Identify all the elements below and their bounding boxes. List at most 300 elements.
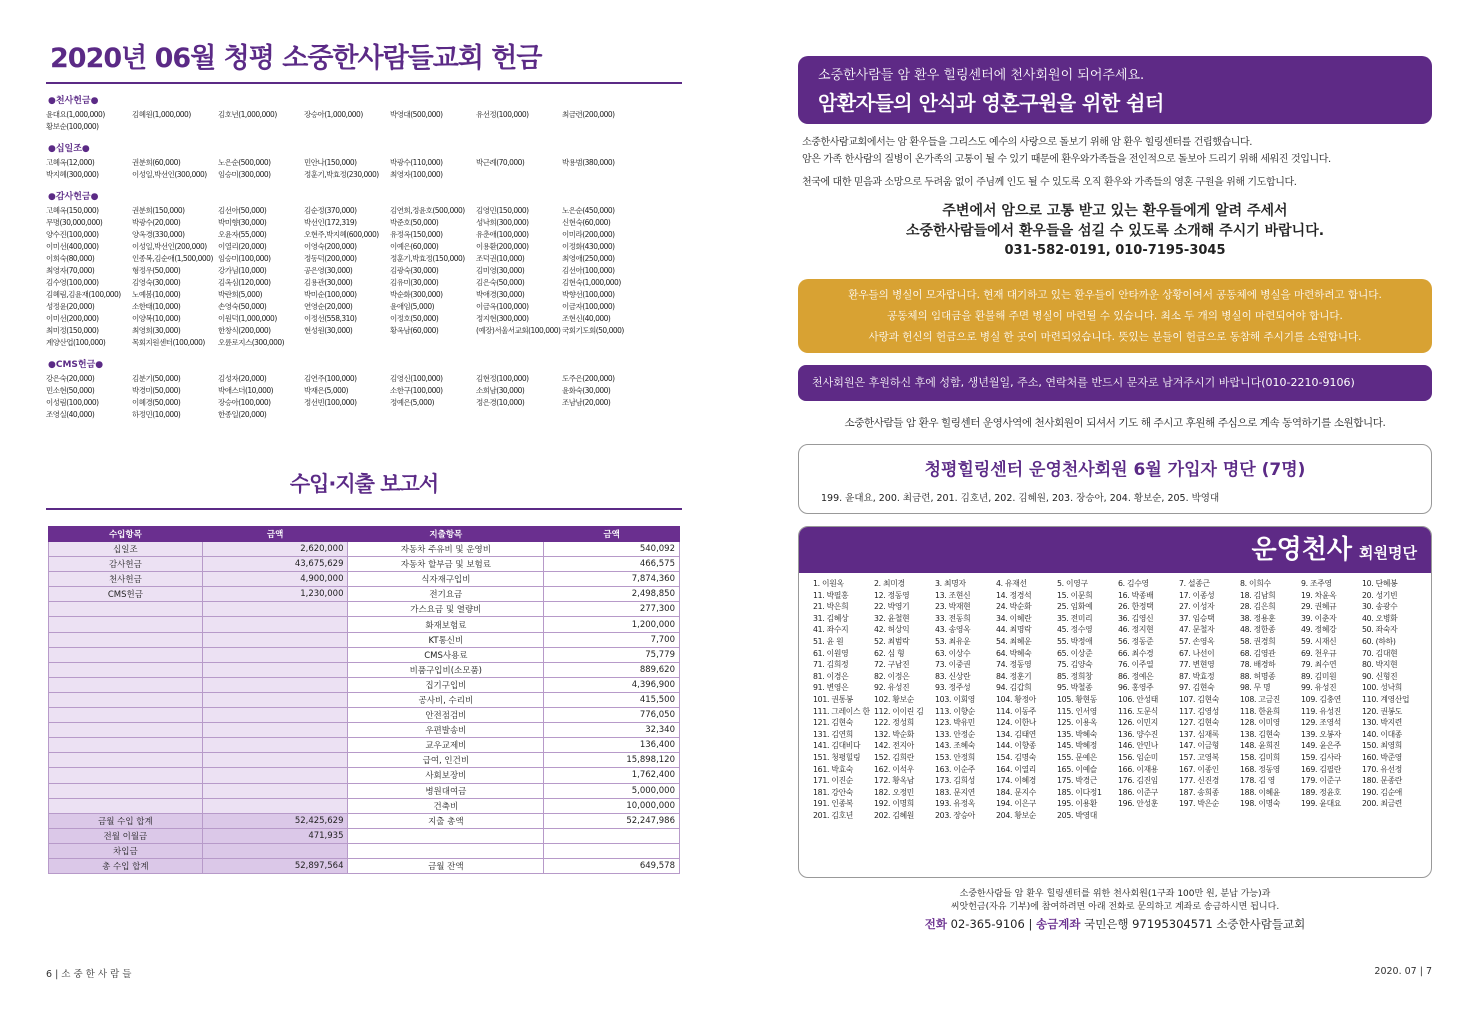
right-page [798, 56, 1432, 931]
offering-entry: 최영애(250,000) [562, 254, 615, 263]
roster-entry: 192. 이명희 [874, 799, 915, 809]
roster-entry: 202. 김혜원 [874, 810, 915, 820]
offering-title: 2020년 06월 청평 소중한사람들교회 헌금 [50, 43, 542, 74]
roster-entry: 102. 황보순 [874, 694, 915, 704]
offering-entry: 소한태(10,000) [132, 302, 181, 311]
roster-entry: 164. 이열리 [996, 764, 1037, 774]
offering-entry: 하정민(10,000) [132, 410, 181, 419]
roster-entry: 100. 성낙희 [1362, 683, 1403, 693]
roster-entry: 1. 이원옥 [813, 579, 844, 588]
phone-number: 02-365-9106 [950, 917, 1025, 931]
offering-entry: 조현신(40,000) [562, 314, 611, 323]
roster-entry: 20. 성기빈 [1362, 590, 1398, 600]
roster-entry: 194. 이은구 [996, 799, 1037, 809]
offering-entry: 김연희,정윤호(500,000) [390, 206, 465, 215]
roster-entry: 117. 김영성 [1179, 706, 1220, 716]
offering-entry: 김용관(30,000) [304, 278, 353, 287]
roster-entry: 82. 이정은 [874, 671, 910, 681]
roster-entry: 172. 황옥남 [874, 776, 915, 786]
roster-entry: 61. 이원영 [813, 648, 849, 658]
income-amount-cell [202, 632, 348, 647]
offering-entry: 장승아(1,000,000) [304, 110, 363, 119]
roster-entry: 183. 문지연 [935, 787, 976, 797]
roster-entry: 151. 청평힐링 [813, 752, 861, 762]
roster-entry: 81. 이경은 [813, 671, 849, 681]
offering-entry: 정동덕(200,000) [304, 254, 357, 263]
roster-entry: 101. 권통봉 [813, 694, 854, 704]
offering-entry: 이금옥(100,000) [476, 302, 529, 311]
new-members-list: 199. 윤대요, 200. 최금련, 201. 김호년, 202. 김혜원, 203. 장승아, 204. 황보순, 205. 박영대 [821, 493, 1220, 504]
offering-entry: 이정선(558,310) [304, 314, 357, 323]
donation-line: 소중한사람들 암 환우 힐링센터를 위한 천사회원(1구좌 100만 원, 분납 가능)과 [959, 889, 1271, 899]
roster-entry: 42. 허상익 [874, 625, 910, 635]
roster-entry: 11. 박필홍 [813, 590, 849, 600]
offering-entry: 최영자(70,000) [46, 266, 95, 275]
table-row [49, 768, 680, 783]
offering-section-heading: ●감사헌금● [48, 192, 99, 202]
offering-entry: 노은순(500,000) [218, 158, 271, 167]
roster-entry: 49. 정혜강 [1301, 625, 1337, 635]
roster-entry: 146. 안민나 [1118, 741, 1159, 751]
offering-entry: 이금자(100,000) [562, 302, 615, 311]
roster-entry: 103. 이회영 [935, 694, 976, 704]
roster-entry: 52. 최범락 [874, 636, 910, 646]
roster-entry: 163. 이순주 [935, 764, 976, 774]
roster-entry: 123. 박유민 [935, 718, 976, 728]
income-amount-cell: 52,897,564 [202, 858, 348, 873]
roster-entry: 38. 정용훈 [1240, 613, 1276, 623]
roster-entry: 141. 김대비다 [813, 741, 861, 751]
member-notice: 천사회원은 후원하신 후에 성함, 생년월일, 주소, 연락처를 반드시 문자로 남겨주시기 바랍니다(010-2210-9106) [798, 365, 1432, 401]
roster-entry: 56. 정동준 [1118, 636, 1154, 646]
offering-entry: 윤화숙(30,000) [562, 386, 611, 395]
roster-entry: 204. 황보순 [996, 810, 1037, 820]
roster-entry: 185. 이다정1 [1057, 787, 1102, 797]
roster-entry: 67. 나선이 [1179, 648, 1215, 658]
offering-entry: 이혜경(50,000) [132, 398, 181, 407]
offering-entry: 박란희(5,000) [218, 290, 263, 299]
offering-entry: 신현숙(60,000) [562, 218, 611, 227]
roster-entry: 47. 문철자 [1179, 625, 1215, 635]
offering-entry: 민안나(150,000) [304, 158, 357, 167]
offering-entry: 박광수(20,000) [132, 218, 181, 227]
income-item-cell [49, 662, 203, 677]
roster-entry: 138. 김현숙 [1240, 729, 1281, 739]
table-header-income-item: 수입항목 [49, 527, 203, 542]
offering-entry: 박향선(100,000) [562, 290, 615, 299]
offering-entry: 계양산업(100,000) [46, 338, 106, 347]
offering-entry: 고혜옥(12,000) [46, 158, 95, 167]
income-item-cell: 전월 이월금 [49, 828, 203, 843]
income-item-cell: CMS헌금 [49, 587, 203, 602]
income-amount-cell: 1,230,000 [202, 587, 348, 602]
offering-entry: 이미선(200,000) [46, 314, 99, 323]
table-row [49, 858, 680, 873]
roster-entry: 63. 이상수 [935, 648, 971, 658]
expense-item-cell: CMS사용료 [348, 647, 544, 662]
income-item-cell [49, 692, 203, 707]
roster-entry: 155. 문예은 [1057, 752, 1098, 762]
offering-entry: 김옥심(120,000) [218, 278, 271, 287]
roster-entry: 137. 심재록 [1179, 729, 1220, 739]
offering-entry: 김유미(30,000) [390, 278, 439, 287]
offering-section-heading: ●CMS헌금● [48, 360, 104, 370]
members-roster [798, 526, 1432, 878]
roster-entry: 127. 김현숙 [1179, 718, 1220, 728]
offering-entry: 김현숙(1,000,000) [562, 278, 621, 287]
table-row [49, 617, 680, 632]
roster-entry: 24. 박순화 [996, 602, 1032, 612]
roster-entry: 129. 조영석 [1301, 718, 1342, 728]
expense-item-cell: 자동차 할부금 및 보험료 [348, 557, 544, 572]
table-row [49, 542, 680, 557]
left-page [46, 38, 682, 874]
roster-entry: 201. 김호년 [813, 810, 854, 820]
account-number: 국민은행 97195304571 소중한사람들교회 [1084, 917, 1306, 931]
roster-entry: 116. 도문식 [1118, 706, 1159, 716]
roster-entry: 39. 이춘자 [1301, 613, 1337, 623]
roster-entry: 35. 전미리 [1057, 613, 1093, 623]
roster-entry: 122. 정성희 [874, 718, 915, 728]
offering-entry: 도주은(200,000) [562, 374, 615, 383]
roster-entry: 131. 김연희 [813, 729, 854, 739]
roster-entry: 70. 김대현 [1362, 648, 1398, 658]
income-item-cell [49, 753, 203, 768]
expense-item-cell: 안전점검비 [348, 708, 544, 723]
offering-entry: 최영희(30,000) [132, 326, 181, 335]
offering-entry: 민소현(50,000) [46, 386, 95, 395]
roster-subtitle: 회원명단 [1359, 544, 1417, 562]
roster-entry: 178. 김 영 [1240, 776, 1275, 786]
roster-entry: 92. 유성진 [874, 683, 910, 693]
income-amount-cell: 43,675,629 [202, 557, 348, 572]
table-row [49, 602, 680, 617]
offering-section-grid [46, 109, 682, 132]
roster-entry: 195. 이용환 [1057, 799, 1098, 809]
table-row [49, 723, 680, 738]
roster-entry: 186. 이준구 [1118, 787, 1159, 797]
roster-entry: 198. 이명숙 [1240, 799, 1281, 809]
expense-item-cell: 화재보험료 [348, 617, 544, 632]
roster-entry: 2. 최미경 [874, 579, 905, 588]
table-row [49, 647, 680, 662]
roster-entry: 10. 단혜봉 [1362, 579, 1398, 588]
roster-entry: 147. 이금형 [1179, 741, 1220, 751]
roster-entry: 9. 조주영 [1301, 579, 1332, 588]
roster-entry: 4. 유재선 [996, 579, 1027, 588]
expense-item-cell: 교우교제비 [348, 738, 544, 753]
roster-entry: 120. 권봉도 [1362, 706, 1403, 716]
account-label: 송금계좌 [1036, 917, 1081, 931]
offering-entry: 김성자(20,000) [218, 374, 267, 383]
title-divider [46, 82, 682, 84]
roster-entry: 106. 안성태 [1118, 694, 1159, 704]
appeal-line: 환우들의 병실이 모자랍니다. 현재 대기하고 있는 환우들이 안타까운 상황이여서 공동체에 병실을 마련하려고 합니다. [848, 289, 1382, 301]
income-amount-cell [202, 843, 348, 858]
offering-entry: 정예은(5,000) [390, 398, 435, 407]
roster-entry: 188. 이혜윤 [1240, 787, 1281, 797]
expense-item-cell: 사회보장비 [348, 768, 544, 783]
income-item-cell: 차입금 [49, 843, 203, 858]
offering-entry: 인종복,김순애(1,500,000) [132, 254, 213, 263]
offering-entry: 권분희(150,000) [132, 206, 185, 215]
expense-amount-cell: 776,050 [544, 708, 680, 723]
expense-amount-cell [544, 828, 680, 843]
roster-entry: 196. 안성훈 [1118, 799, 1159, 809]
income-amount-cell: 471,935 [202, 828, 348, 843]
expense-item-cell: KT통신비 [348, 632, 544, 647]
offering-entry: 김혜원(1,000,000) [132, 110, 191, 119]
offering-entry: 손영숙(50,000) [218, 302, 267, 311]
roster-entry: 169. 김필란 [1301, 764, 1342, 774]
page-number-right: 2020. 07 | 7 [1374, 966, 1432, 977]
intro-line: 암은 가족 한사람의 질병이 온가족의 고통이 될 수 있기 때문에 환우와가족들을 전인적으로 돌보아 드리기 위해 세워진 것입니다. [802, 154, 1331, 165]
expense-amount-cell: 5,000,000 [544, 783, 680, 798]
roster-entry: 66. 최수경 [1118, 648, 1154, 658]
roster-entry: 21. 박은희 [813, 602, 849, 612]
offering-entry: 박애스더(10,000) [218, 386, 274, 395]
offering-entry: 최영자(100,000) [390, 170, 443, 179]
roster-entry: 96. 홍영주 [1118, 683, 1154, 693]
income-item-cell [49, 632, 203, 647]
expense-item-cell: 전기요금 [348, 587, 544, 602]
offering-entry: 현성원(30,000) [304, 326, 353, 335]
table-header-expense-amount: 금액 [544, 527, 680, 542]
roster-entry: 60. (하하) [1362, 636, 1396, 646]
roster-entry: 22. 박영기 [874, 602, 910, 612]
appeal-line: 공동체의 임대금을 환불해 주면 병실이 마련될 수 있습니다. 최소 두 개의 병실이 마련되어야 합니다. [887, 310, 1343, 322]
roster-entry: 165. 이예슬 [1057, 764, 1098, 774]
roster-entry: 43. 송영옥 [935, 625, 971, 635]
income-amount-cell: 4,900,000 [202, 572, 348, 587]
roster-entry: 125. 이용옥 [1057, 718, 1098, 728]
offering-entry: 이양복(10,000) [132, 314, 181, 323]
roster-entry: 19. 차윤옥 [1301, 590, 1337, 600]
expense-amount-cell: 540,092 [544, 542, 680, 557]
offering-entry: 한종일(20,000) [218, 410, 267, 419]
roster-entry: 45. 정수영 [1057, 625, 1093, 635]
income-amount-cell [202, 768, 348, 783]
income-amount-cell [202, 708, 348, 723]
expense-amount-cell: 1,762,400 [544, 768, 680, 783]
roster-entry: 159. 김사라 [1301, 752, 1342, 762]
offering-section-heading: ●천사헌금● [48, 96, 99, 106]
roster-entry: 148. 윤희진 [1240, 741, 1281, 751]
roster-header [799, 527, 1431, 573]
roster-entry: 154. 김명숙 [996, 752, 1037, 762]
income-item-cell: 천사헌금 [49, 572, 203, 587]
income-item-cell: 금월 수입 합계 [49, 813, 203, 828]
roster-entry: 152. 김희란 [874, 752, 915, 762]
roster-entry: 16. 박종배 [1118, 590, 1154, 600]
offering-entry: 이희숙(80,000) [46, 254, 95, 263]
offering-entry: 조남남(20,000) [562, 398, 611, 407]
offering-entry: (예장)서울서교회(100,000) [476, 326, 561, 335]
roster-entry: 27. 이성자 [1179, 602, 1215, 612]
roster-entry: 139. 오봉자 [1301, 729, 1342, 739]
roster-entry: 75. 김양숙 [1057, 660, 1093, 670]
roster-entry: 7. 설종근 [1179, 579, 1210, 588]
expense-item-cell: 자동차 주유비 및 운영비 [348, 542, 544, 557]
roster-entry: 174. 이혜경 [996, 776, 1037, 786]
expense-amount-cell: 889,620 [544, 662, 680, 677]
offering-entry: 이열리(20,000) [218, 242, 267, 251]
roster-entry: 59. 시재신 [1301, 636, 1337, 646]
income-amount-cell [202, 662, 348, 677]
roster-entry: 197. 박은순 [1179, 799, 1220, 809]
referral-phone: 031-582-0191, 010-7195-3045 [1004, 243, 1226, 258]
roster-entry: 6. 김수영 [1118, 579, 1149, 588]
offering-entry: 성정윤(20,000) [46, 302, 95, 311]
table-header-expense-item: 지출항목 [348, 527, 544, 542]
roster-entry: 94. 김갑희 [996, 683, 1032, 693]
roster-entry: 74. 정동영 [996, 660, 1032, 670]
table-row [49, 557, 680, 572]
income-item-cell: 총 수입 합계 [49, 858, 203, 873]
room-appeal-box [798, 279, 1432, 353]
expense-amount-cell: 136,400 [544, 738, 680, 753]
roster-entry: 97. 김현숙 [1179, 683, 1215, 693]
roster-entry: 136. 양수진 [1118, 729, 1159, 739]
roster-entry: 150. 최영희 [1362, 741, 1403, 751]
offering-entry: 정훈기,박효정(230,000) [304, 170, 379, 179]
table-row [49, 662, 680, 677]
offering-entry: 양옥경(330,000) [132, 230, 185, 239]
roster-entry: 46. 정지현 [1118, 625, 1154, 635]
roster-entry: 182. 오정민 [874, 787, 915, 797]
roster-entry: 76. 이주열 [1118, 660, 1154, 670]
roster-entry: 90. 신형진 [1362, 671, 1398, 681]
table-row [49, 572, 680, 587]
offering-entry: 박순화(300,000) [390, 290, 443, 299]
offering-list [46, 93, 682, 420]
table-header-income-amount: 금액 [202, 527, 348, 542]
expense-item-cell: 병원대여금 [348, 783, 544, 798]
offering-entry: 성낙희(300,000) [476, 218, 529, 227]
offering-entry: 정선빈(100,000) [304, 398, 357, 407]
roster-entry: 84. 정훈기 [996, 671, 1032, 681]
expense-amount-cell: 415,500 [544, 692, 680, 707]
new-members-title: 청평힐링센터 운영천사회원 6월 가입자 명단 (7명) [924, 460, 1306, 480]
offering-entry: 조덕권(10,000) [476, 254, 525, 263]
table-row [49, 708, 680, 723]
roster-entry: 50. 좌숙자 [1362, 625, 1398, 635]
roster-entry: 17. 이종성 [1179, 590, 1215, 600]
offering-entry: 황옥남(60,000) [390, 326, 439, 335]
income-item-cell [49, 738, 203, 753]
roster-entry: 13. 조현신 [935, 590, 971, 600]
offering-entry: 김연주(100,000) [304, 374, 357, 383]
table-row [49, 632, 680, 647]
roster-entry: 157. 고영복 [1179, 752, 1220, 762]
roster-entry: 156. 임순미 [1118, 752, 1159, 762]
offering-entry: 장승아(100,000) [218, 398, 271, 407]
roster-entry: 3. 최명자 [935, 579, 966, 588]
report-divider [46, 508, 682, 510]
offering-entry: 김선아(50,000) [218, 206, 267, 215]
roster-entry: 18. 김남희 [1240, 590, 1276, 600]
table-row [49, 798, 680, 813]
report-title: 수입·지출 보고서 [289, 472, 439, 496]
referral-line: 주변에서 암으로 고통 받고 있는 환우들에게 알려 주세서 [942, 203, 1288, 219]
roster-entry: 124. 이한나 [996, 718, 1037, 728]
offering-entry: 양수진(100,000) [46, 230, 99, 239]
roster-entry: 8. 이희수 [1240, 579, 1271, 588]
income-amount-cell [202, 753, 348, 768]
income-item-cell [49, 768, 203, 783]
offering-entry: 김선아(100,000) [562, 266, 615, 275]
offering-entry: 이성림(100,000) [46, 398, 99, 407]
roster-entry: 57. 손영옥 [1179, 636, 1215, 646]
roster-entry: 64. 박혜숙 [996, 648, 1032, 658]
roster-entry: 65. 이상준 [1057, 648, 1093, 658]
roster-entry: 144. 이향종 [996, 741, 1037, 751]
roster-entry: 53. 최유운 [935, 636, 971, 646]
roster-entry: 41. 좌수지 [813, 625, 849, 635]
offering-entry: 정은경(10,000) [476, 398, 525, 407]
referral-message [798, 201, 1432, 261]
offering-entry: 정훈기,박효정(150,000) [390, 254, 465, 263]
offering-entry: 한창식(200,000) [218, 326, 271, 335]
offering-entry: 임승미(300,000) [218, 170, 271, 179]
roster-entry: 54. 최혜운 [996, 636, 1032, 646]
appeal-line: 사랑과 헌신의 헌금으로 병실 한 곳이 마련되었습니다. 뜻있는 분들이 헌금으로 동참해 주시기를 소원합니다. [868, 331, 1362, 343]
offering-entry: 임승미(100,000) [218, 254, 271, 263]
roster-entry: 55. 박정애 [1057, 636, 1093, 646]
roster-entry: 109. 김충연 [1301, 694, 1342, 704]
roster-entry: 48. 정한종 [1240, 625, 1276, 635]
table-row [49, 738, 680, 753]
roster-entry: 44. 최명락 [996, 625, 1032, 635]
roster-entry: 181. 강안숙 [813, 787, 854, 797]
roster-entry: 158. 김미희 [1240, 752, 1281, 762]
offering-entry: 김미영(30,000) [476, 266, 525, 275]
roster-entry: 36. 김영신 [1118, 613, 1154, 623]
roster-entry: 58. 권경희 [1240, 636, 1276, 646]
table-row [49, 753, 680, 768]
roster-entry: 179. 이준구 [1301, 776, 1342, 786]
roster-entry: 177. 신진경 [1179, 776, 1220, 786]
expense-amount-cell: 75,779 [544, 647, 680, 662]
roster-entry: 205. 박영대 [1057, 810, 1098, 820]
roster-entry: 14. 정경석 [996, 590, 1032, 600]
income-item-cell [49, 783, 203, 798]
expense-amount-cell: 52,247,986 [544, 813, 680, 828]
income-amount-cell [202, 798, 348, 813]
offering-entry: 소한구(100,000) [390, 386, 443, 395]
offering-entry: 유춘애(100,000) [476, 230, 529, 239]
roster-entry: 86. 정예은 [1118, 671, 1154, 681]
expense-item-cell: 금월 잔액 [348, 858, 544, 873]
offering-entry: 강은숙(20,000) [46, 374, 95, 383]
offering-entry: 박경미(50,000) [132, 386, 181, 395]
roster-entry: 175. 박경근 [1057, 776, 1098, 786]
income-item-cell [49, 617, 203, 632]
offering-entry: 황보순(100,000) [46, 122, 99, 131]
roster-entry: 115. 인서영 [1057, 706, 1098, 716]
roster-entry: 5. 이영구 [1057, 579, 1088, 588]
offering-entry: 이용환(200,000) [476, 242, 529, 251]
offering-entry: 오륜로지스(300,000) [218, 338, 285, 347]
offering-entry: 김수영(100,000) [46, 278, 99, 287]
income-item-cell: 감사헌금 [49, 557, 203, 572]
roster-entry: 37. 임승택 [1179, 613, 1215, 623]
roster-entry: 88. 허명종 [1240, 671, 1276, 681]
offering-entry: 최미정(150,000) [46, 326, 99, 335]
expense-amount-cell: 7,700 [544, 632, 680, 647]
offering-entry: 이정호(50,000) [390, 314, 439, 323]
offering-entry: 김영민(150,000) [476, 206, 529, 215]
